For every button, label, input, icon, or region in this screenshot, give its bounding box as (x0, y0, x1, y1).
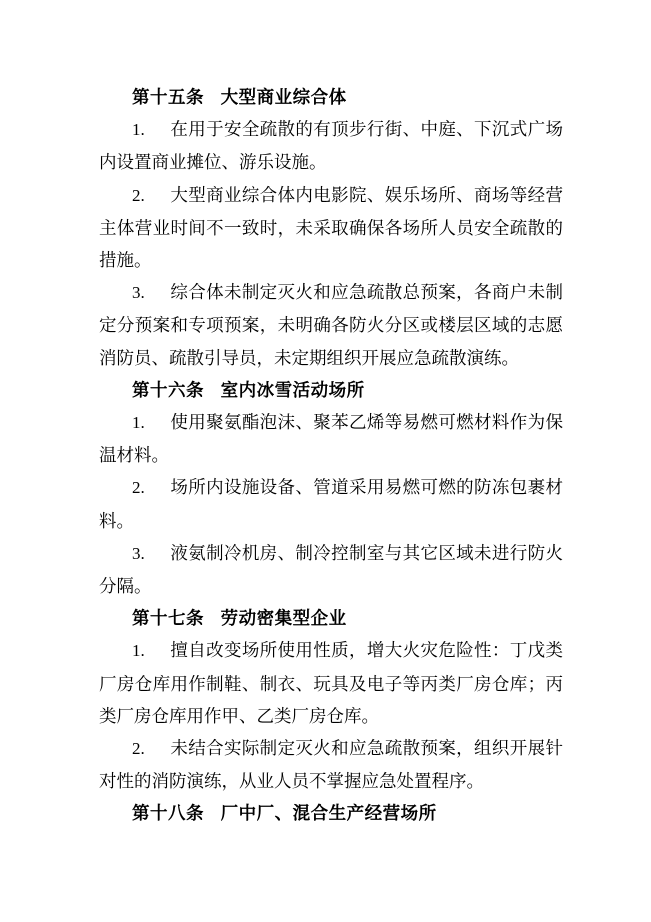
article-number: 第十五条 (132, 87, 204, 107)
article-title: 大型商业综合体 (220, 87, 347, 107)
article-heading (99, 797, 563, 829)
list-item (99, 179, 563, 277)
list-item (99, 276, 563, 374)
article-section (99, 797, 563, 829)
list-item (99, 471, 563, 536)
item-number: 1. (132, 413, 145, 433)
article-heading (99, 81, 563, 113)
item-text: 液氨制冷机房、制冷控制室与其它区域未进行防火分隔。 (99, 542, 563, 597)
article-items (99, 113, 563, 374)
item-text: 大型商业综合体内电影院、娱乐场所、商场等经营主体营业时间不一致时，未采取确保各场所人员安全疏散的措施。 (99, 184, 563, 271)
item-text: 场所内设施设备、管道采用易燃可燃的防冻包裹材料。 (99, 477, 563, 531)
list-item (99, 406, 563, 471)
article-section (99, 374, 563, 602)
article-number: 第十八条 (132, 803, 204, 824)
article-title: 厂中厂、混合生产经营场所 (220, 803, 437, 824)
item-text: 在用于安全疏散的有顶步行街、中庭、下沉式广场内设置商业摊位、游乐设施。 (99, 119, 563, 173)
item-text: 综合体未制定灭火和应急疏散总预案，各商户未制定分预案和专项预案，未明确各防火分区或楼层区域的志愿消防员、疏散引导员，未定期组织开展应急疏散演练。 (99, 282, 563, 368)
item-number: 1. (132, 120, 145, 140)
item-text: 未结合实际制定灭火和应急疏散预案，组织开展针对性的消防演练，从业人员不掌握应急处置程序。 (99, 738, 563, 792)
article-section (99, 602, 563, 797)
item-number: 2. (132, 739, 145, 759)
item-number: 2. (132, 478, 145, 498)
article-title: 劳动密集型企业 (220, 608, 347, 629)
article-heading (99, 374, 563, 406)
item-text: 使用聚氨酯泡沫、聚苯乙烯等易燃可燃材料作为保温材料。 (99, 412, 563, 466)
document-body (99, 81, 563, 830)
list-item (99, 113, 563, 178)
list-item (99, 634, 563, 732)
item-number: 3. (132, 543, 145, 563)
item-number: 3. (132, 283, 145, 303)
list-item (99, 732, 563, 797)
item-number: 1. (132, 641, 145, 661)
article-items (99, 406, 563, 602)
article-section (99, 81, 563, 374)
article-number: 第十七条 (132, 608, 204, 629)
article-number: 第十六条 (132, 379, 204, 400)
list-item (99, 537, 563, 602)
article-items (99, 634, 563, 797)
item-text: 擅自改变场所使用性质，增大火灾危险性：丁戊类厂房仓库用作制鞋、制衣、玩具及电子等丙类厂房仓库；丙类厂房仓库用作甲、乙类厂房仓库。 (99, 640, 563, 726)
article-heading (99, 602, 563, 634)
article-title: 室内冰雪活动场所 (220, 379, 365, 400)
item-number: 2. (132, 185, 145, 205)
